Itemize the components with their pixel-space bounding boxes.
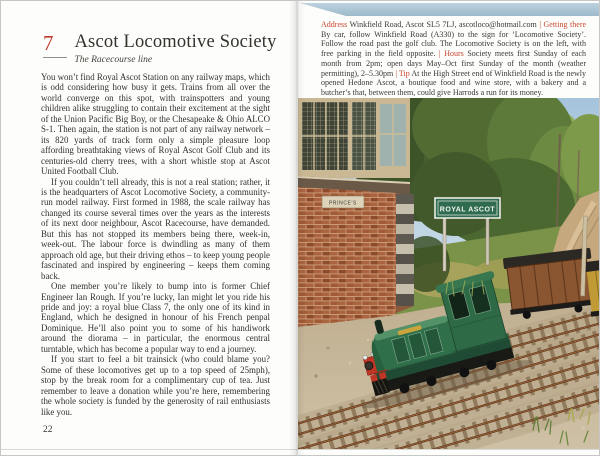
chapter-number: 7 [43, 31, 54, 55]
left-page [1, 1, 297, 456]
separator: | [395, 68, 397, 78]
separator: | [439, 49, 441, 59]
chapter-number-rule [43, 32, 67, 58]
paragraph: If you start to feel a bit trainsick (who could blame you? Some of these locomotives get up to a top speed of 25mph), stop by the break room for a complimentary cup of tea. Just remember to leave a donation while you’re here, remembering the whole society is funded by the generosity of rail enthusiasts like you. [41, 354, 270, 417]
info-text-getting-there: By car, follow Winkfield Road (A330) to the sign for ‘Locomotive Society’. Follow the road past the golf club. The Locomotive Society is on the left, with free parking in the field opposite. [321, 29, 586, 59]
page-title: Ascot Locomotive Society [74, 32, 277, 52]
info-label-address: Address [321, 20, 348, 29]
info-label-tip: Tip [398, 68, 410, 78]
princes-sign-text: PRINCE'S [329, 200, 357, 207]
info-text-address: Winkfield Road, Ascot SL5 7LJ, ascotloco@hotmail.com [349, 20, 537, 29]
page-subtitle: The Racecourse line [74, 55, 153, 65]
signal-box-name-sign [322, 196, 364, 208]
railway-photo-illustration [298, 98, 600, 451]
body-text [41, 72, 270, 417]
paragraph: You won’t find Royal Ascot Station on any railway maps, which is odd considering how busy it gets. Trains from all over the world converge on this spot, with trainspotters and young children alike struggling to contain their excitement at the sight of the Union Pacific Big Boy, or the Chesapeake & Ohio ALCO S-1. Then again, the station is not part of any railway network – its 820 yards of track form only a simple pleasure loop affording breathtaking views of Royal Ascot Golf Club and its centuries-old cherry trees, with a short whistle stop at Ascot United Football Club. [41, 72, 270, 177]
info-text-tip: At the High Street end of Winkfield Road is the newly opened Hedone Ascot, a boutique food and wine store, with a bakery and a butcher’s that, between them, could give Harrods a run for its money. [321, 68, 587, 97]
railway-photo [298, 98, 600, 451]
signal-box-building [298, 98, 414, 327]
info-text-hours: Society meets first Sunday of each month from 2pm; open days May–Oct first Sunday of the month (weather permitting), 2–5.30pm [321, 49, 587, 78]
royal-ascot-sign-text: ROYAL ASCOT [439, 206, 496, 214]
right-page [297, 1, 600, 456]
page-number: 22 [43, 425, 53, 435]
paragraph: One member you’re likely to bump into is former Chief Engineer Ian Rough. If you’re lucky, Ian might let you ride his pride and joy: a royal blue Class 7, the only one of its kind in England, which he designed in honour of his French penpal Dominique. He’ll also point you to some of his handiwork around the diorama – in particular, the enormous central turntable, which has become a popular way to end a journey. [41, 281, 270, 354]
chapter-heading [43, 32, 277, 65]
page-bottom-edge [1, 449, 600, 455]
info-box [321, 20, 586, 98]
info-label-hours: Hours [444, 49, 464, 59]
page-curl-strip [300, 3, 600, 16]
corner-quoins [396, 194, 414, 306]
info-label-getting-there: Getting there [543, 20, 587, 29]
separator: | [539, 20, 541, 29]
paragraph: If you couldn’t tell already, this is not a real station; rather, it is the headquarters of Ascot Locomotive Society, a community-run model railway. First formed in 1988, the scale railway has changed its course several times over the years as the interests of its next door neighbour, Ascot Racecourse, have demanded. But this has not stopped its members being there, week-in, week-out. The labour force is dwindling as many of them approach old age, but their driving ethos – to keep young people fascinated and inspired by engineering – keeps them coming back. [41, 176, 270, 281]
